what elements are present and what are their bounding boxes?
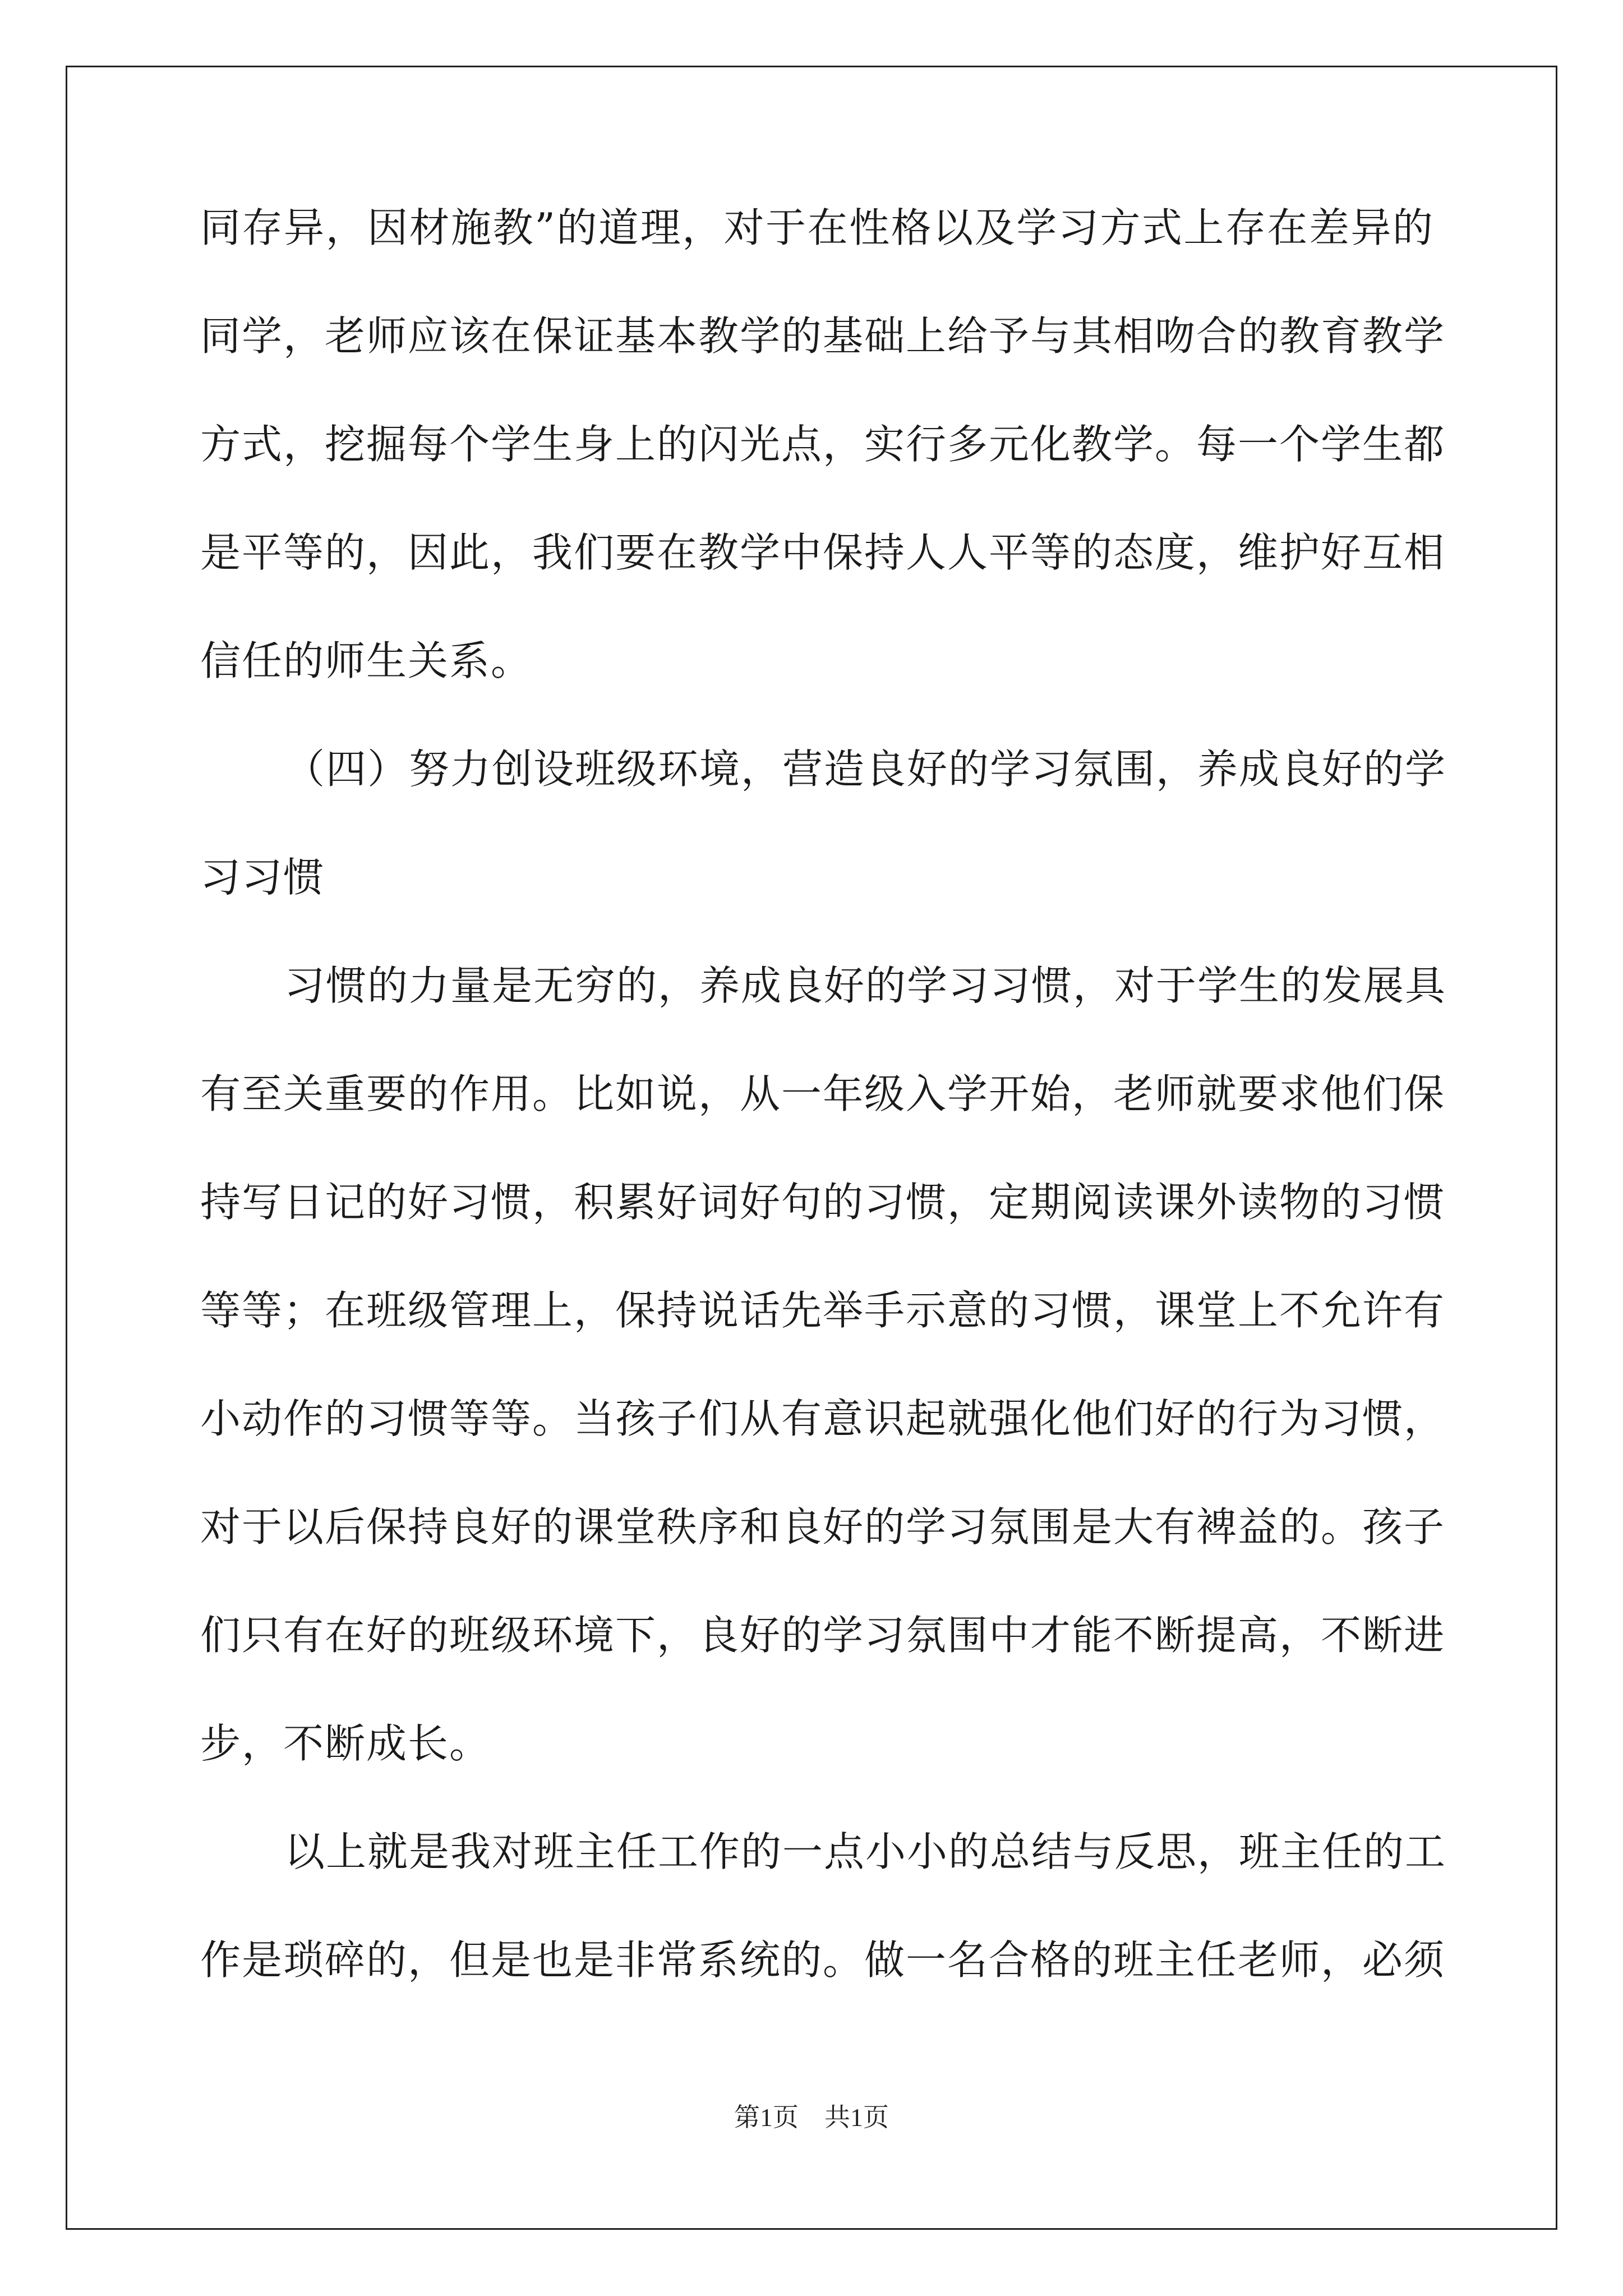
text-line: 对于以后保持良好的课堂秩序和良好的学习氛围是大有裨益的。孩子 [200, 1503, 1446, 1550]
text-line: 作是琐碎的，但是也是非常系统的。做一名合格的班主任老师，必须 [200, 1936, 1446, 1984]
text-line: 习惯的力量是无穷的，养成良好的学习习惯，对于学生的发展具 [284, 962, 1447, 1009]
text-line: （四）努力创设班级环境，营造良好的学习氛围，养成良好的学 [284, 746, 1447, 793]
page-total: 共1页 [824, 2103, 889, 2132]
text-line: 小动作的习惯等等。当孩子们从有意识起就强化他们好的行为习惯， [200, 1395, 1446, 1442]
text-line: 们只有在好的班级环境下，良好的学习氛围中才能不断提高，不断进 [200, 1612, 1446, 1659]
page-border [66, 66, 1557, 2230]
text-line: 同学，老师应该在保证基本教学的基础上给予与其相吻合的教育教学 [200, 312, 1446, 360]
text-line: 等等；在班级管理上，保持说话先举手示意的习惯，课堂上不允许有 [200, 1287, 1446, 1334]
page-number: 第1页 [734, 2103, 799, 2132]
page-footer [0, 2105, 1623, 2131]
text-line: 习习惯 [200, 854, 325, 901]
text-line: 方式，挖掘每个学生身上的闪光点，实行多元化教学。每一个学生都 [200, 421, 1446, 468]
text-line: 是平等的，因此，我们要在教学中保持人人平等的态度，维护好互相 [200, 529, 1446, 576]
text-line: 同存异，因材施教”的道理，对于在性格以及学习方式上存在差异的 [200, 204, 1434, 251]
text-line: 步，不断成长。 [200, 1720, 491, 1767]
text-line: 以上就是我对班主任工作的一点小小的总结与反思，班主任的工 [284, 1828, 1447, 1875]
text-line: 有至关重要的作用。比如说，从一年级入学开始，老师就要求他们保 [200, 1070, 1446, 1117]
text-line: 持写日记的好习惯，积累好词好句的习惯，定期阅读课外读物的习惯 [200, 1179, 1446, 1226]
text-line: 信任的师生关系。 [200, 637, 533, 684]
